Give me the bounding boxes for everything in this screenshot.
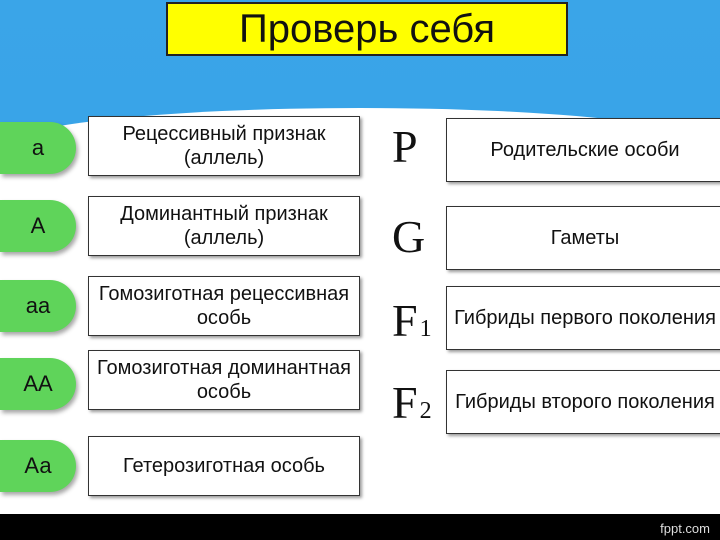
desc-homozygous-dominant: Гомозиготная доминантная особь: [88, 350, 360, 410]
symbol-recessive-allele: а: [0, 122, 76, 174]
desc-dominant-allele: Доминантный признак (аллель): [88, 196, 360, 256]
term-letter: F: [392, 294, 418, 346]
term-letter: G: [392, 210, 426, 262]
term-letter-p: [392, 116, 446, 176]
desc-heterozygous: Гетерозиготная особь: [88, 436, 360, 496]
term-letter-f1: [392, 290, 446, 350]
desc-recessive-allele: Рецессивный признак (аллель): [88, 116, 360, 176]
term-meaning-f2-hybrids: Гибриды второго поколения: [446, 370, 720, 434]
term-letter: P: [392, 120, 418, 172]
term-meaning-gametes: Гаметы: [446, 206, 720, 270]
symbol-homozygous-dominant: АА: [0, 358, 76, 410]
desc-homozygous-recessive: Гомозиготная рецессивная особь: [88, 276, 360, 336]
term-subscript: 2: [419, 397, 432, 424]
footer-text: fppt.com: [660, 521, 710, 536]
term-meaning-f1-hybrids: Гибриды первого поколения: [446, 286, 720, 350]
term-meaning-parents: Родительские особи: [446, 118, 720, 182]
symbol-heterozygous: Аа: [0, 440, 76, 492]
slide-title: Проверь себя: [166, 2, 568, 56]
term-letter-g: [392, 206, 446, 266]
footer-bar: [0, 514, 720, 540]
symbol-dominant-allele: А: [0, 200, 76, 252]
symbol-homozygous-recessive: аа: [0, 280, 76, 332]
term-letter: F: [392, 376, 418, 428]
term-letter-f2: [392, 372, 446, 432]
term-subscript: 1: [419, 315, 432, 342]
